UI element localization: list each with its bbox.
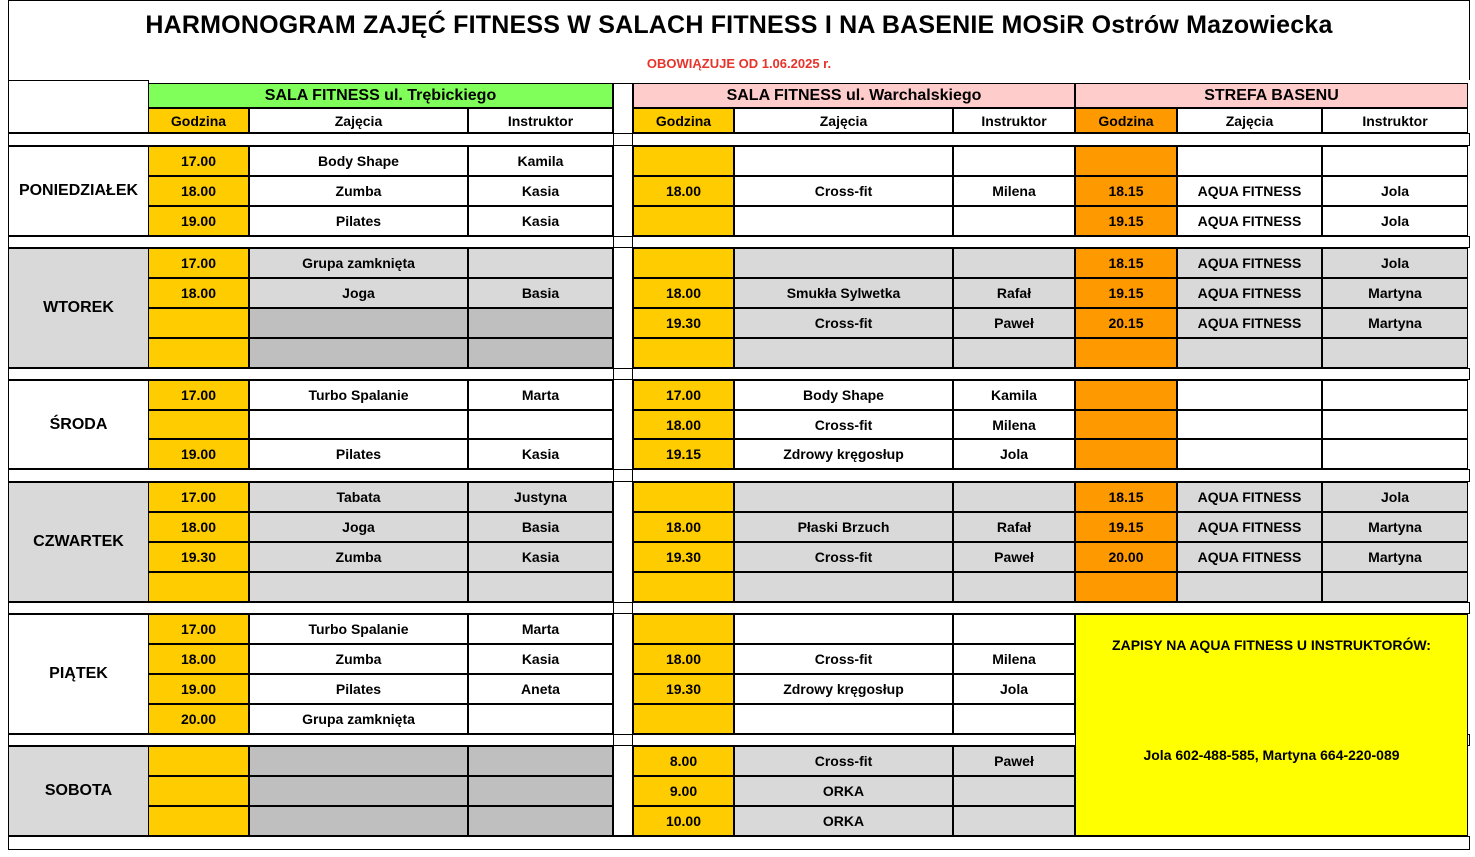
time-cell: 19.15 [1075,512,1177,542]
instructor-cell [953,338,1075,368]
instructor-cell: Jola [953,439,1075,469]
day-label-4: PIĄTEK [8,614,149,734]
class-cell: AQUA FITNESS [1177,176,1322,206]
notice-line-2: Jola 602-488-585, Martyna 664-220-089 [1143,747,1400,763]
instructor-cell [1322,338,1468,368]
time-cell: 18.00 [148,644,249,674]
time-cell [633,614,734,644]
instructor-cell [468,806,613,836]
time-cell [633,206,734,236]
instructor-cell: Justyna [468,482,613,512]
instructor-cell [1322,572,1468,602]
class-cell [249,338,468,368]
time-cell: 18.00 [633,644,734,674]
col-header-instructor-1: Instruktor [468,108,613,133]
instructor-cell: Marta [468,380,613,410]
time-cell: 18.15 [1075,482,1177,512]
time-cell [1075,380,1177,410]
time-cell [633,482,734,512]
time-cell: 17.00 [148,614,249,644]
class-cell [1177,146,1322,176]
instructor-cell [468,308,613,338]
instructor-cell [953,614,1075,644]
time-cell: 17.00 [148,146,249,176]
class-cell [1177,439,1322,469]
instructor-cell: Kasia [468,542,613,572]
time-cell: 9.00 [633,776,734,806]
class-cell: Pilates [249,206,468,236]
class-cell [734,482,953,512]
time-cell: 18.00 [148,512,249,542]
class-cell: Cross-fit [734,542,953,572]
class-cell: Cross-fit [734,308,953,338]
class-cell [734,146,953,176]
instructor-cell [468,704,613,734]
class-cell: Zumba [249,542,468,572]
col-header-time-3: Godzina [1075,108,1177,133]
page-title: HARMONOGRAM ZAJĘĆ FITNESS W SALACH FITNESS I NA BASENIE MOSiR Ostrów Mazowiecka [145,11,1333,39]
class-cell: Tabata [249,482,468,512]
time-cell: 18.00 [148,176,249,206]
day-label-1: WTOREK [8,248,149,368]
time-cell: 18.00 [633,176,734,206]
instructor-cell [953,248,1075,278]
class-cell: Zumba [249,176,468,206]
class-cell: Cross-fit [734,746,953,776]
day-label-0: PONIEDZIAŁEK [8,146,149,236]
instructor-cell: Rafał [953,278,1075,308]
day-separator [8,469,1470,482]
day-label-5: SOBOTA [8,746,149,836]
instructor-cell [953,806,1075,836]
class-cell: AQUA FITNESS [1177,278,1322,308]
class-cell [249,746,468,776]
instructor-cell [953,206,1075,236]
col-header-class-3: Zajęcia [1177,108,1322,133]
instructor-cell [1322,439,1468,469]
instructor-cell: Jola [1322,248,1468,278]
section-header-2: SALA FITNESS ul. Warchalskiego [633,83,1075,108]
time-cell: 17.00 [148,380,249,410]
time-cell: 19.30 [633,542,734,572]
instructor-cell [953,146,1075,176]
instructor-cell: Kamila [953,380,1075,410]
instructor-cell: Jola [1322,176,1468,206]
col-header-time-1: Godzina [148,108,249,133]
class-cell: Body Shape [249,146,468,176]
instructor-cell: Milena [953,410,1075,439]
time-cell [148,746,249,776]
class-cell: AQUA FITNESS [1177,482,1322,512]
instructor-cell [953,572,1075,602]
instructor-cell: Martyna [1322,512,1468,542]
class-cell: Turbo Spalanie [249,614,468,644]
col-header-instructor-3: Instruktor [1322,108,1468,133]
time-cell [148,806,249,836]
time-cell: 20.00 [1075,542,1177,572]
instructor-cell: Martyna [1322,278,1468,308]
time-cell: 8.00 [633,746,734,776]
instructor-cell: Jola [953,674,1075,704]
class-cell [1177,410,1322,439]
time-cell: 18.00 [148,278,249,308]
col-header-instructor-2: Instruktor [953,108,1075,133]
class-cell [249,308,468,338]
class-cell [249,776,468,806]
time-cell [1075,146,1177,176]
class-cell [734,572,953,602]
time-cell: 19.30 [633,308,734,338]
time-cell [148,338,249,368]
class-cell [734,338,953,368]
class-cell: AQUA FITNESS [1177,542,1322,572]
instructor-cell: Milena [953,644,1075,674]
day-label-3: CZWARTEK [8,482,149,602]
class-cell: AQUA FITNESS [1177,206,1322,236]
time-cell [148,308,249,338]
section-header-1: SALA FITNESS ul. Trębickiego [148,83,613,108]
instructor-cell [468,410,613,439]
instructor-cell [953,704,1075,734]
instructor-cell: Marta [468,614,613,644]
instructor-cell [1322,380,1468,410]
gap-column [613,83,633,836]
instructor-cell: Martyna [1322,308,1468,338]
instructor-cell: Aneta [468,674,613,704]
time-cell: 18.00 [633,278,734,308]
class-cell [249,806,468,836]
class-cell [734,614,953,644]
instructor-cell: Paweł [953,746,1075,776]
instructor-cell [468,746,613,776]
class-cell: Joga [249,278,468,308]
col-header-time-2: Godzina [633,108,734,133]
instructor-cell: Paweł [953,542,1075,572]
instructor-cell [1322,410,1468,439]
class-cell: ORKA [734,806,953,836]
time-cell: 18.00 [633,410,734,439]
time-cell [1075,439,1177,469]
instructor-cell: Jola [1322,482,1468,512]
instructor-cell: Rafał [953,512,1075,542]
time-cell: 10.00 [633,806,734,836]
class-cell: Cross-fit [734,410,953,439]
instructor-cell: Paweł [953,308,1075,338]
aqua-signup-notice [1075,614,1468,836]
instructor-cell: Kasia [468,176,613,206]
instructor-cell [468,338,613,368]
time-cell: 18.15 [1075,176,1177,206]
day-label-2: ŚRODA [8,380,149,469]
time-cell [1075,410,1177,439]
time-cell: 17.00 [148,248,249,278]
day-separator [8,602,1470,614]
time-cell: 17.00 [633,380,734,410]
time-cell [148,776,249,806]
class-cell: AQUA FITNESS [1177,248,1322,278]
time-cell [633,248,734,278]
instructor-cell: Kamila [468,146,613,176]
class-cell: Cross-fit [734,644,953,674]
time-cell: 18.15 [1075,248,1177,278]
class-cell: Zumba [249,644,468,674]
class-cell: Cross-fit [734,176,953,206]
class-cell [1177,338,1322,368]
class-cell: ORKA [734,776,953,806]
time-cell: 19.00 [148,206,249,236]
col-header-class-2: Zajęcia [734,108,953,133]
time-cell [1075,572,1177,602]
bottom-margin [8,836,1470,850]
time-cell: 20.15 [1075,308,1177,338]
class-cell: AQUA FITNESS [1177,308,1322,338]
class-cell: Pilates [249,674,468,704]
class-cell [1177,572,1322,602]
time-cell: 19.00 [148,439,249,469]
instructor-cell: Basia [468,278,613,308]
time-cell [633,146,734,176]
class-cell: Pilates [249,439,468,469]
instructor-cell [468,776,613,806]
class-cell: Zdrowy kręgosłup [734,439,953,469]
time-cell: 19.15 [633,439,734,469]
class-cell: Turbo Spalanie [249,380,468,410]
instructor-cell [953,776,1075,806]
class-cell: Joga [249,512,468,542]
day-separator [8,236,1470,248]
notice-line-1: ZAPISY NA AQUA FITNESS U INSTRUKTORÓW: [1112,637,1431,653]
time-cell: 19.00 [148,674,249,704]
time-cell [148,410,249,439]
time-cell [1075,338,1177,368]
corner-blank [8,80,149,133]
time-cell: 19.15 [1075,206,1177,236]
time-cell [633,704,734,734]
class-cell [734,206,953,236]
class-cell: Zdrowy kręgosłup [734,674,953,704]
instructor-cell: Kasia [468,206,613,236]
instructor-cell: Basia [468,512,613,542]
instructor-cell: Jola [1322,206,1468,236]
class-cell: Płaski Brzuch [734,512,953,542]
instructor-cell [468,248,613,278]
class-cell [249,410,468,439]
instructor-cell: Martyna [1322,542,1468,572]
time-cell: 19.15 [1075,278,1177,308]
class-cell: AQUA FITNESS [1177,512,1322,542]
instructor-cell [953,482,1075,512]
time-cell: 19.30 [633,674,734,704]
instructor-cell [468,572,613,602]
time-cell: 18.00 [633,512,734,542]
class-cell: Smukła Sylwetka [734,278,953,308]
class-cell [1177,380,1322,410]
instructor-cell: Kasia [468,644,613,674]
time-cell: 19.30 [148,542,249,572]
separator-row [8,133,1470,146]
class-cell: Grupa zamknięta [249,248,468,278]
time-cell [633,338,734,368]
time-cell [148,572,249,602]
time-cell [633,572,734,602]
class-cell [249,572,468,602]
class-cell [734,704,953,734]
time-cell: 17.00 [148,482,249,512]
class-cell [734,248,953,278]
instructor-cell [1322,146,1468,176]
class-cell: Grupa zamknięta [249,704,468,734]
instructor-cell: Kasia [468,439,613,469]
valid-from-subtitle: OBOWIĄZUJE OD 1.06.2025 r. [646,56,832,71]
day-separator [8,368,1470,380]
section-header-3: STREFA BASENU [1075,83,1468,108]
col-header-class-1: Zajęcia [249,108,468,133]
instructor-cell: Milena [953,176,1075,206]
class-cell: Body Shape [734,380,953,410]
time-cell: 20.00 [148,704,249,734]
